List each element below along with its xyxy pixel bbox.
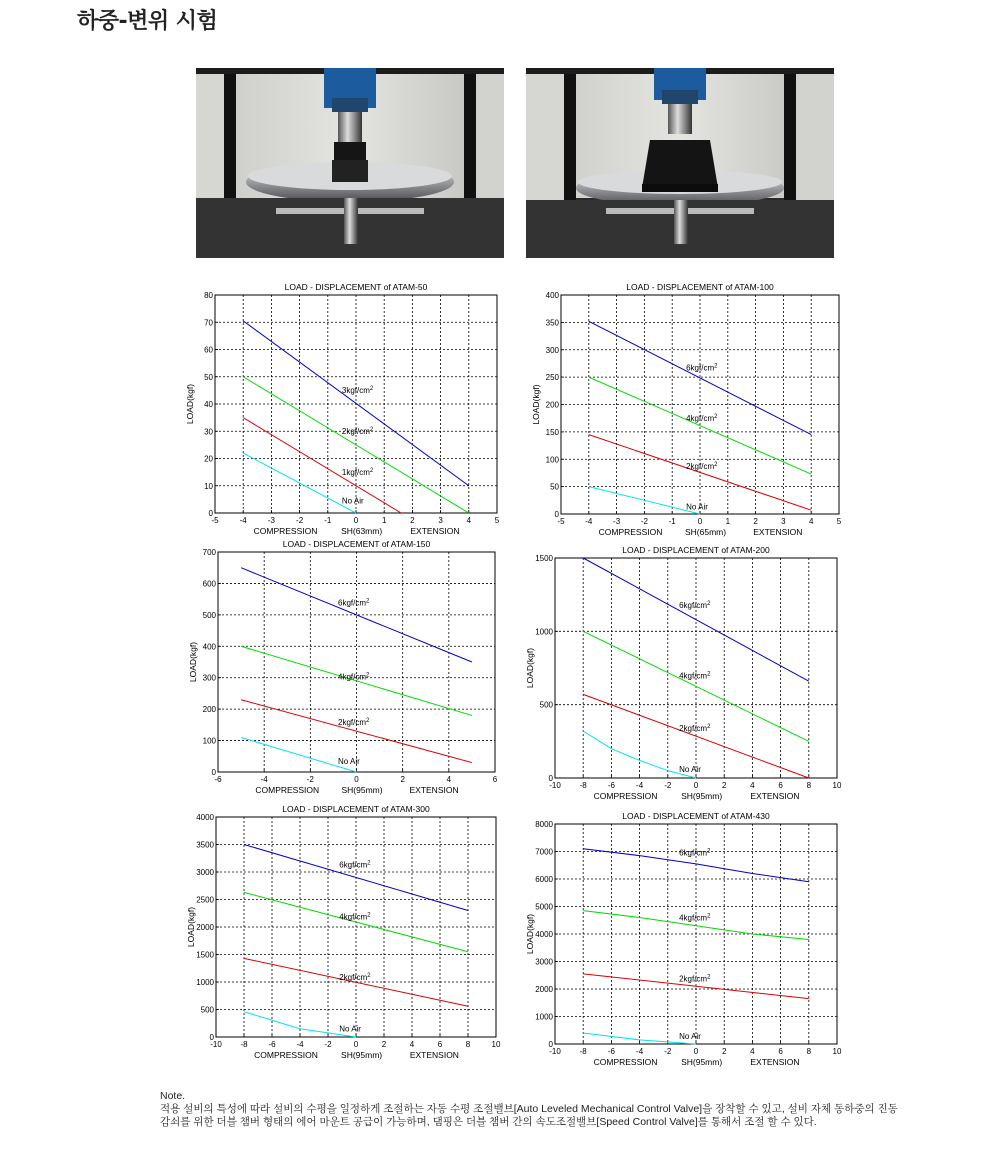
y-tick-label: 350 <box>545 318 559 328</box>
chart-title: LOAD - DISPLACEMENT of ATAM-50 <box>284 282 428 292</box>
y-tick-label: 300 <box>202 673 216 683</box>
series-label-superscript: 2 <box>367 860 371 867</box>
x-tick-label: 4 <box>466 516 472 525</box>
x-tick-label: 6 <box>437 1040 443 1049</box>
chart-atam-300 <box>180 802 505 1064</box>
y-tick-label: 0 <box>548 1040 553 1049</box>
x-tick-label: -4 <box>260 775 268 784</box>
y-tick-label: 5000 <box>535 902 553 912</box>
y-tick-label: 100 <box>202 736 216 746</box>
x-tick-label: -6 <box>607 1047 615 1056</box>
y-tick-label: 500 <box>202 610 216 620</box>
y-tick-label: 400 <box>202 642 216 652</box>
x-tick-label: 6 <box>778 1047 783 1056</box>
grid <box>216 817 496 1037</box>
series-label-superscript: 2 <box>367 912 371 919</box>
grid <box>215 295 497 513</box>
x-tick-label: -8 <box>579 781 587 790</box>
y-tick-label: 50 <box>550 482 559 492</box>
y-tick-label: 30 <box>204 427 213 437</box>
x-tick-label: -10 <box>210 1040 222 1049</box>
series-label-0: $6kgf/cm^2$ <box>679 600 711 610</box>
x-tick-label: -6 <box>214 775 222 784</box>
y-tick-label: 500 <box>539 700 553 710</box>
y-tick-label: 7000 <box>535 847 553 857</box>
x-tick-label: 2 <box>753 517 758 526</box>
y-tick-label: 150 <box>545 427 559 437</box>
y-tick-label: 3000 <box>196 868 214 877</box>
x-tick-label: -1 <box>668 517 676 526</box>
y-tick-label: 40 <box>204 400 213 409</box>
grid <box>555 558 837 778</box>
y-tick-label: 8000 <box>535 820 553 829</box>
y-axis-label: LOAD(kgf) <box>188 641 198 683</box>
x-axis-label-extension: EXTENSION <box>409 1050 459 1060</box>
series-label-0: $6kgf/cm^2$ <box>686 363 718 373</box>
x-tick-label: -8 <box>240 1040 248 1049</box>
y-tick-label: 2000 <box>196 923 214 932</box>
x-tick-label: 8 <box>806 1047 812 1056</box>
y-axis-label: LOAD(kgf) <box>186 906 196 948</box>
x-tick-label: 0 <box>354 775 359 784</box>
y-tick-label: 60 <box>204 345 213 355</box>
x-tick-label: 2 <box>381 1040 387 1049</box>
series-label-1: $4kgf/cm^2$ <box>339 912 371 922</box>
series-label-1: $4kgf/cm^2$ <box>679 913 711 923</box>
chart-atam-150 <box>186 538 506 798</box>
x-tick-label: 0 <box>693 1047 699 1056</box>
x-axis-label-center: SH(65mm) <box>685 527 727 537</box>
note-line-2: 감쇠를 위한 더블 챔버 형태의 에어 마운트 공급이 가능하며, 댐핑은 더블 챔버 간의 속도조절밸브[Speed Control Valve]를 통해서 조절 할 수 있다. <box>160 1116 817 1128</box>
x-tick-label: -5 <box>557 517 565 526</box>
x-tick-label: 8 <box>465 1040 471 1049</box>
series-label-2: $2kgf/cm^2$ <box>339 972 371 982</box>
series-label-2: $2kgf/cm^2$ <box>338 717 370 727</box>
series-label-3: No Air <box>338 757 360 767</box>
series-label-3: No Air <box>686 502 708 512</box>
y-axis-label: LOAD(kgf) <box>531 384 541 425</box>
series-label-2: $2kgf/cm^2$ <box>679 724 711 734</box>
x-tick-label: -2 <box>664 781 672 790</box>
x-tick-label: -6 <box>268 1040 276 1049</box>
chart-atam-100 <box>524 280 844 540</box>
x-axis-label-center: SH(95mm) <box>341 1050 383 1060</box>
series-label-superscript: 2 <box>707 913 711 920</box>
x-axis-label-compression: COMPRESSION <box>593 791 658 801</box>
y-axis-label: LOAD(kgf) <box>525 647 535 689</box>
y-tick-label: 6000 <box>535 875 553 884</box>
y-tick-label: 4000 <box>535 930 553 939</box>
series-label-superscript: 2 <box>707 671 711 678</box>
chart-atam-50 <box>185 280 502 540</box>
series-label-superscript: 2 <box>366 717 370 724</box>
chart-title: LOAD - DISPLACEMENT of ATAM-150 <box>282 539 431 549</box>
x-tick-label: 4 <box>409 1040 415 1049</box>
y-tick-label: 0 <box>208 509 213 518</box>
y-tick-label: 0 <box>548 774 553 783</box>
y-tick-label: 600 <box>202 579 216 589</box>
x-tick-label: 4 <box>750 781 755 790</box>
x-tick-label: 1 <box>725 517 731 526</box>
series-label-2: $1kgf/cm^2$ <box>341 467 374 477</box>
chart-atam-430 <box>520 810 845 1072</box>
series-label-superscript: 2 <box>369 386 374 393</box>
test-rig-photo-left <box>196 68 504 258</box>
y-axis-label: LOAD(kgf) <box>525 913 535 955</box>
x-axis-label-center: SH(95mm) <box>341 785 383 795</box>
x-tick-label: -2 <box>640 517 648 526</box>
note-section <box>160 1090 920 1129</box>
x-tick-label: -3 <box>267 516 275 525</box>
series-label-superscript: 2 <box>707 974 711 981</box>
series-label-superscript: 2 <box>369 426 374 433</box>
x-axis-label-center: SH(63mm) <box>341 526 383 536</box>
x-axis-label-center: SH(95mm) <box>681 1057 723 1067</box>
y-tick-label: 100 <box>545 455 559 465</box>
y-tick-label: 200 <box>202 705 216 715</box>
y-tick-label: 4000 <box>196 813 214 822</box>
series-label-1: $4kgf/cm^2$ <box>338 672 370 682</box>
x-tick-label: -2 <box>306 775 314 784</box>
x-tick-label: 3 <box>781 517 786 526</box>
x-tick-label: 10 <box>832 781 842 790</box>
page-title: 하중-변위 시험 <box>77 9 218 34</box>
x-tick-label: 4 <box>808 517 814 526</box>
y-axis-label: LOAD(kgf) <box>185 383 195 425</box>
x-tick-label: 0 <box>353 516 359 525</box>
x-axis-label-compression: COMPRESSION <box>253 526 318 536</box>
x-tick-label: 3 <box>438 516 443 525</box>
x-tick-label: 2 <box>410 516 415 525</box>
x-axis-label-extension: EXTENSION <box>753 527 803 537</box>
x-tick-label: 6 <box>492 775 498 784</box>
series-label-2: $2kgf/cm^2$ <box>686 462 718 472</box>
x-axis-label-compression: COMPRESSION <box>255 785 320 795</box>
x-tick-label: -2 <box>296 516 304 525</box>
x-tick-label: 6 <box>778 781 783 790</box>
note-heading: Note. <box>160 1090 186 1102</box>
y-tick-label: 1000 <box>196 978 214 987</box>
series-label-superscript: 2 <box>366 598 370 605</box>
y-tick-label: 400 <box>545 291 559 300</box>
x-tick-label: -4 <box>239 516 247 525</box>
series-label-superscript: 2 <box>367 972 371 979</box>
y-tick-label: 2000 <box>535 985 553 994</box>
series-label-2: $2kgf/cm^2$ <box>679 974 711 984</box>
test-rig-photo-right <box>526 68 834 258</box>
series-label-superscript: 2 <box>707 600 711 607</box>
y-tick-label: 2500 <box>196 895 214 905</box>
x-tick-label: -5 <box>211 516 219 525</box>
y-tick-label: 3000 <box>535 957 553 967</box>
series-line-3 <box>241 737 356 772</box>
y-tick-label: 50 <box>204 372 213 382</box>
x-tick-label: -4 <box>585 517 593 526</box>
y-tick-label: 70 <box>204 318 213 328</box>
series-label-superscript: 2 <box>714 462 718 469</box>
chart-atam-200 <box>520 543 845 805</box>
x-tick-label: -8 <box>579 1047 587 1056</box>
y-tick-label: 0 <box>554 510 559 519</box>
x-axis-label-extension: EXTENSION <box>750 791 800 801</box>
series-label-3: No Air <box>339 1024 361 1034</box>
series-label-1: $4kgf/cm^2$ <box>686 413 718 423</box>
x-axis-label-extension: EXTENSION <box>410 526 460 536</box>
y-tick-label: 300 <box>545 345 559 355</box>
y-tick-label: 500 <box>200 1005 214 1015</box>
y-tick-label: 1000 <box>535 627 553 637</box>
series-label-superscript: 2 <box>366 672 370 679</box>
series-label-0: $6kgf/cm^2$ <box>679 848 711 858</box>
series-label-superscript: 2 <box>714 413 718 420</box>
x-tick-label: 2 <box>721 1047 727 1056</box>
series-label-0: $6kgf/cm^2$ <box>338 598 370 608</box>
y-tick-label: 700 <box>202 548 216 557</box>
x-tick-label: 0 <box>353 1040 359 1049</box>
x-tick-label: 8 <box>806 781 812 790</box>
x-tick-label: 4 <box>750 1047 755 1056</box>
series-label-3: No Air <box>679 1032 701 1042</box>
series-label-0: $6kgf/cm^2$ <box>339 860 371 870</box>
y-tick-label: 80 <box>204 291 213 300</box>
x-tick-label: -4 <box>296 1040 304 1049</box>
x-axis-label-compression: COMPRESSION <box>254 1050 318 1060</box>
note-line-1: 적용 설비의 특성에 따라 설비의 수평을 일정하게 조절하는 자동 수평 조절밸브[Auto Leveled Mechanical Control Valve]을 장착할 수 있고, 설비 자체 동하중의 진동 <box>160 1103 898 1115</box>
grid <box>218 552 495 772</box>
x-tick-label: -3 <box>613 517 621 526</box>
series-label-superscript: 2 <box>707 724 711 731</box>
x-tick-label: 10 <box>491 1040 501 1049</box>
series-line-0 <box>243 321 469 486</box>
y-tick-label: 200 <box>545 400 559 410</box>
x-tick-label: -1 <box>324 516 332 525</box>
x-tick-label: 5 <box>836 517 842 526</box>
y-tick-label: 1500 <box>196 950 214 960</box>
x-axis-label-compression: COMPRESSION <box>593 1057 658 1067</box>
x-tick-label: 1 <box>381 516 387 525</box>
y-tick-label: 1000 <box>535 1012 553 1022</box>
series-label-superscript: 2 <box>369 467 374 474</box>
series-label-3: No Air <box>679 765 701 775</box>
x-axis-label-center: SH(95mm) <box>681 791 723 801</box>
x-tick-label: 2 <box>721 781 727 790</box>
x-tick-label: 10 <box>832 1047 842 1056</box>
x-tick-label: -10 <box>549 1047 561 1056</box>
x-tick-label: -2 <box>324 1040 332 1049</box>
chart-title: LOAD - DISPLACEMENT of ATAM-200 <box>622 545 770 555</box>
series-label-1: $2kgf/cm^2$ <box>341 426 374 436</box>
chart-title: LOAD - DISPLACEMENT of ATAM-430 <box>622 811 770 821</box>
x-tick-label: 5 <box>494 516 500 525</box>
y-tick-label: 0 <box>211 768 216 777</box>
y-tick-label: 20 <box>204 454 213 464</box>
series-label-0: $3kgf/cm^2$ <box>341 386 374 396</box>
x-tick-label: 0 <box>697 517 703 526</box>
x-tick-label: -4 <box>636 1047 644 1056</box>
series-line-3 <box>589 487 700 514</box>
x-tick-label: 2 <box>400 775 405 784</box>
series-label-superscript: 2 <box>707 848 711 855</box>
x-tick-label: -6 <box>607 781 615 790</box>
x-axis-label-extension: EXTENSION <box>409 785 459 795</box>
series-label-3: No Air <box>341 496 364 506</box>
y-tick-label: 0 <box>209 1033 214 1042</box>
chart-title: LOAD - DISPLACEMENT of ATAM-300 <box>282 804 430 814</box>
chart-title: LOAD - DISPLACEMENT of ATAM-100 <box>626 282 774 292</box>
x-tick-label: -2 <box>664 1047 672 1056</box>
y-tick-label: 3500 <box>196 840 214 850</box>
x-tick-label: 0 <box>693 781 699 790</box>
x-axis-label-compression: COMPRESSION <box>598 527 663 537</box>
series-label-1: $4kgf/cm^2$ <box>679 671 711 681</box>
y-tick-label: 1500 <box>535 554 553 563</box>
series-line-2 <box>589 435 811 511</box>
y-tick-label: 250 <box>545 373 559 383</box>
x-tick-label: -10 <box>549 781 561 790</box>
x-tick-label: -4 <box>636 781 644 790</box>
series-label-superscript: 2 <box>714 363 718 370</box>
y-tick-label: 10 <box>204 481 213 491</box>
x-tick-label: 4 <box>446 775 452 784</box>
x-axis-label-extension: EXTENSION <box>750 1057 800 1067</box>
